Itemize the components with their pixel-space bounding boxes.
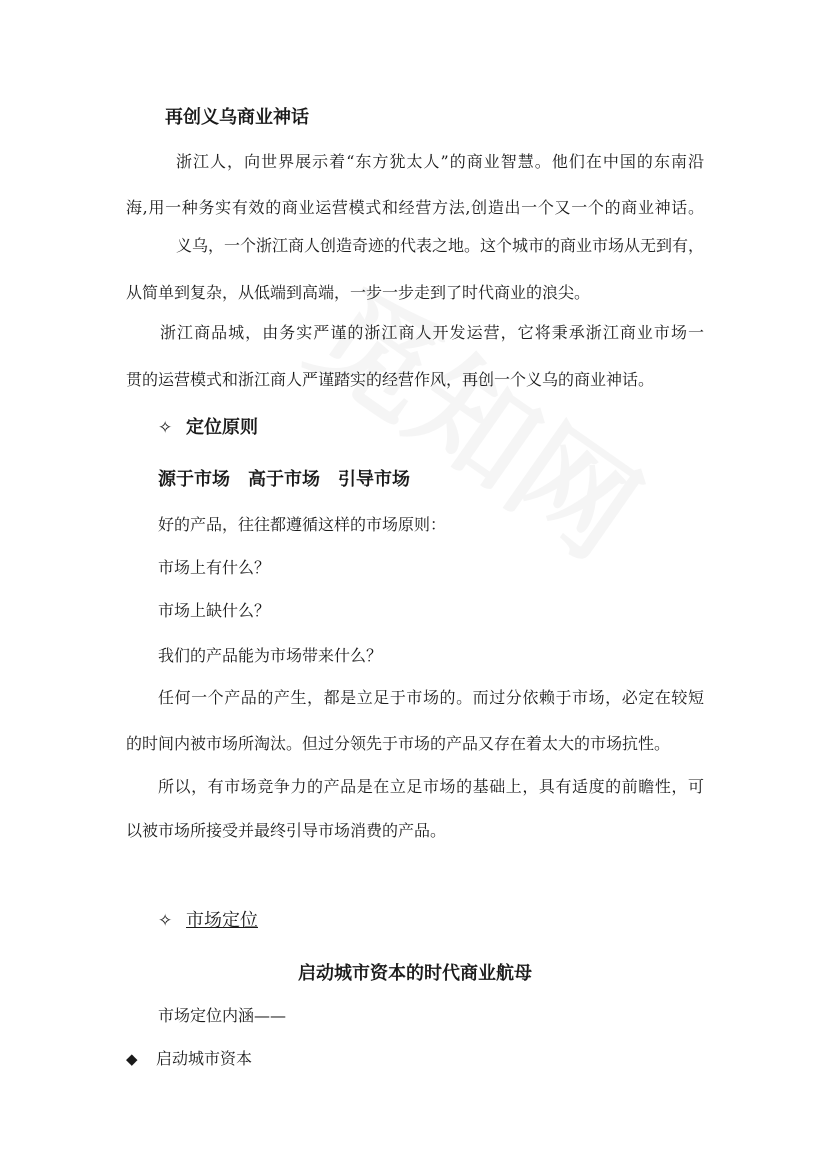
intro-paragraph-2-line-2: 从简单到复杂，从低端到高端，一步一步走到了时代商业的浪尖。 bbox=[126, 283, 591, 302]
section-heading: 市场定位 bbox=[186, 910, 258, 931]
intro-paragraph-2-line-1: 义乌，一个浙江商人创造奇迹的代表之地。这个城市的商业市场从无到有， bbox=[176, 236, 705, 255]
question-3: 我们的产品能为市场带来什么？ bbox=[158, 646, 383, 665]
question-2: 市场上缺什么？ bbox=[158, 601, 271, 620]
section-market-positioning bbox=[158, 906, 258, 932]
principle-intro: 好的产品，往往都遵循这样的市场原则： bbox=[158, 515, 447, 534]
paragraph-1-line-1: 任何一个产品的产生，都是立足于市场的。而过分依赖于市场，必定在较短 bbox=[158, 688, 704, 707]
positioning-intro: 市场定位内涵—— bbox=[158, 1006, 287, 1025]
section-subtitle: 启动城市资本的时代商业航母 bbox=[298, 963, 532, 984]
paragraph-2-line-2: 以被市场所接受并最终引导市场消费的产品。 bbox=[126, 821, 447, 840]
paragraph-1-line-2: 的时间内被市场所淘汰。但过分领先于市场的产品又存在着太大的市场抗性。 bbox=[126, 734, 671, 753]
list-item bbox=[126, 1049, 252, 1069]
intro-paragraph-1-line-2: 海,用一种务实有效的商业运营模式和经营方法,创造出一个又一个的商业神话。 bbox=[126, 198, 704, 217]
intro-paragraph-3-line-2: 贯的运营模式和浙江商人严谨踏实的经营作风，再创一个义乌的商业神话。 bbox=[126, 370, 655, 389]
question-1: 市场上有什么？ bbox=[158, 558, 271, 577]
star-bullet-icon: ✧ bbox=[158, 418, 173, 438]
document-title: 再创义乌商业神话 bbox=[165, 107, 309, 128]
intro-paragraph-1-line-1: 浙江人，向世界展示着“东方犹太人”的商业智慧。他们在中国的东南沿 bbox=[176, 152, 704, 171]
slogan: 源于市场 高于市场 引导市场 bbox=[158, 469, 410, 490]
section-positioning-principle bbox=[158, 413, 258, 439]
diamond-bullet-icon: ◆ bbox=[126, 1050, 138, 1068]
list-item-label: 启动城市资本 bbox=[156, 1049, 253, 1068]
section-heading: 定位原则 bbox=[186, 417, 258, 438]
star-bullet-icon: ✧ bbox=[158, 911, 173, 931]
intro-paragraph-3-line-1: 浙江商品城，由务实严谨的浙江商人开发运营，它将秉承浙江商业市场一 bbox=[160, 323, 704, 342]
paragraph-2-line-1: 所以，有市场竞争力的产品是在立足市场的基础上，具有适度的前瞻性，可 bbox=[158, 777, 704, 796]
